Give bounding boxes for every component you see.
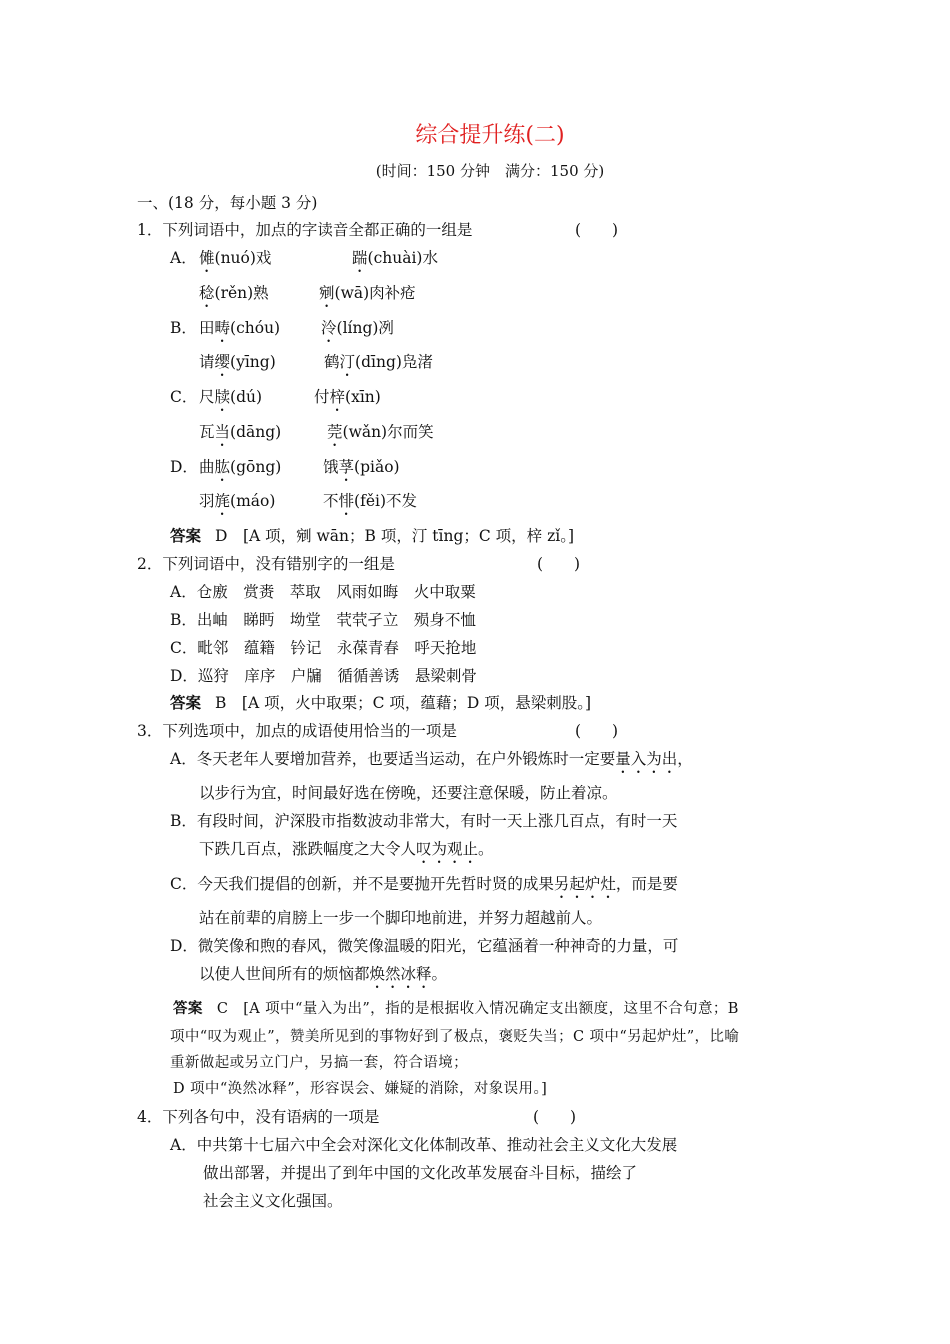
q1-answer-bracket: ( ) <box>575 221 619 239</box>
q3-option-b-line1: B．有段时间，沪深股市指数波动非常大，有时一天上涨几百点，有时一天 <box>170 812 678 830</box>
q2-option-c: C．毗邻 蕴籍 钤记 永葆青春 呼天抢地 <box>170 639 477 657</box>
q2-option-a: A．仓廒 赏赉 萃取 风雨如晦 火中取粟 <box>170 583 476 601</box>
q3-answer-bracket: ( ) <box>575 722 619 740</box>
q1-option-d-letter: D． <box>170 458 198 476</box>
q1-option-a-letter: A． <box>170 249 197 267</box>
q2-answer: 答案 B [A 项，火中取栗；C 项，蕴藉；D 项，悬梁刺股。] <box>170 693 592 712</box>
page-title: 综合提升练(二) <box>415 123 565 148</box>
q1-option-d-word4: 不悱(fěi)不发 <box>323 492 417 510</box>
q3-answer-line3: 重新做起或另立门户，另搞一套，符合语境； <box>170 1055 468 1071</box>
q1-option-b-word4: 鹤汀(dīng)凫渚 <box>324 353 433 371</box>
exam-info: (时间：150 分钟 满分：150 分) <box>375 162 605 180</box>
q1-option-c-word4: 莞(wǎn)尔而笑 <box>327 423 434 441</box>
q1-option-c-word1: 尺牍(dú) <box>199 388 263 406</box>
q1-option-b-word1: 田畴(chóu) <box>199 319 281 337</box>
idiom: 叹为观止 <box>416 840 479 858</box>
q1-option-b-word3: 请缨(yīng) <box>199 353 276 371</box>
q2-option-b: B．出岫 睇眄 坳堂 茕茕孑立 殒身不恤 <box>170 611 476 629</box>
q3-answer-line2: 项中“叹为观止”，赞美所见到的事物好到了极点，褒贬失当；C 项中“另起炉灶”，比喻 <box>170 1029 740 1045</box>
q1-option-a-word2: 踹(chuài)水 <box>352 249 438 267</box>
q3-option-c-line2: 站在前辈的肩膀上一步一个脚印地前进，并努力超越前人。 <box>199 909 603 927</box>
q2-stem: 2．下列词语中，没有错别字的一组是 <box>137 555 395 573</box>
q1-option-c-word2: 付梓(xīn) <box>314 388 381 406</box>
q4-stem: 4．下列各句中，没有语病的一项是 <box>137 1108 380 1126</box>
q3-option-a-line1: A．冬天老年人要增加营养，也要适当运动，在户外锻炼时一定要量入为出， <box>170 750 693 768</box>
section-heading: 一、(18 分，每小题 3 分) <box>137 194 318 212</box>
q3-option-a-line2: 以步行为宜，时间最好选在傍晚，还要注意保暖，防止着凉。 <box>199 784 618 802</box>
q1-option-d-word1: 曲肱(gōng) <box>199 458 282 476</box>
q4-option-a-line3: 社会主义文化强国。 <box>203 1192 343 1210</box>
idiom: 焕然冰释 <box>369 965 432 983</box>
q4-option-a-line2: 做出部署，并提出了到年中国的文化改革发展奋斗目标，描绘了 <box>203 1164 638 1182</box>
q1-option-c-word3: 瓦当(dāng) <box>199 423 282 441</box>
q1-option-a-word1: 傩(nuó)戏 <box>199 249 272 267</box>
q3-option-d-line2: 以使人世间所有的烦恼都焕然冰释。 <box>199 965 448 983</box>
q1-option-a-word4: 剜(wā)肉补疮 <box>319 284 416 302</box>
q1-option-c-letter: C． <box>170 388 198 406</box>
q3-option-b-line2: 下跌几百点，涨跌幅度之大令人叹为观止。 <box>199 840 494 858</box>
q1-stem: 1．下列词语中，加点的字读音全都正确的一组是 <box>137 221 473 239</box>
idiom: 量入为出 <box>615 750 678 768</box>
q3-stem: 3．下列选项中，加点的成语使用恰当的一项是 <box>137 722 457 740</box>
q3-answer-line4: D 项中“涣然冰释”，形容误会、嫌疑的消除，对象误用。] <box>173 1081 548 1097</box>
idiom: 另起炉灶 <box>553 875 616 893</box>
q3-option-d-line1: D．微笑像和煦的春风，微笑像温暖的阳光，它蕴涵着一种神奇的力量，可 <box>170 937 679 955</box>
q2-option-d: D．巡狩 庠序 户牖 循循善诱 悬梁刺骨 <box>170 667 477 685</box>
q3-option-c-line1: C．今天我们提倡的创新，并不是要抛开先哲时贤的成果另起炉灶，而是要 <box>170 875 678 893</box>
q1-option-d-word2: 饿莩(piǎo) <box>323 458 400 476</box>
q4-answer-bracket: ( ) <box>533 1108 577 1126</box>
q3-answer-line1: 答案 C [A 项中“量入为出”，指的是根据收入情况确定支出额度，这里不合句意；B <box>173 1000 739 1017</box>
q2-answer-bracket: ( ) <box>537 555 581 573</box>
q1-answer: 答案 D [A 项，剜 wān；B 项，汀 tīng；C 项，梓 zǐ。] <box>170 526 574 545</box>
q1-option-d-word3: 羽旄(máo) <box>199 492 276 510</box>
q4-option-a-line1: A．中共第十七届六中全会对深化文化体制改革、推动社会主义文化大发展 <box>170 1136 678 1154</box>
q1-option-a-word3: 稔(rěn)熟 <box>199 284 269 302</box>
q1-option-b-letter: B． <box>170 319 197 337</box>
q1-option-b-word2: 泠(líng)冽 <box>321 319 394 337</box>
